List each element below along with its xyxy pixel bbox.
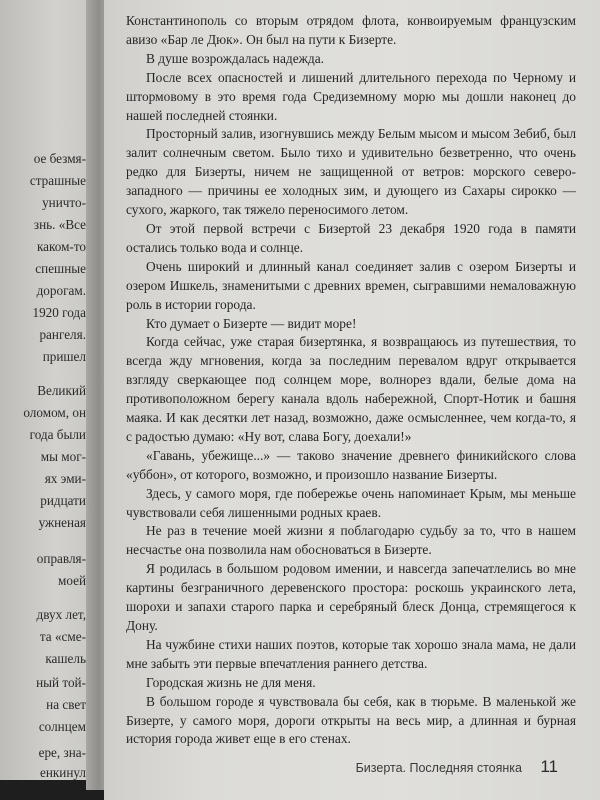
left-page-line: каком-то — [36, 239, 86, 254]
left-page-line: ридцати — [40, 493, 86, 508]
left-page-line: спешные — [35, 261, 86, 276]
left-page-line: пришел — [42, 349, 86, 364]
left-page-line: дорогам. — [36, 283, 86, 298]
left-page-line: мы мог- — [40, 449, 86, 464]
paragraph: Просторный залив, изогнувшись между Белым мысом и мысом Зебиб, был залит солнечным светом. Было тихо и удивительно безветренно, что очень редко для Бизерты, ничем не защищенной от ветров: морского северо-западного — причины ее холодных зим, и дующего из Сахары сирокко — сухого, жаркого, так тяжело переносимого летом. — [126, 126, 576, 218]
paragraph: Когда сейчас, уже старая бизертянка, я возвращаюсь из путешествия, то всегда жду мгновения, когда за последним перевалом вдруг открывается взгляду сверкающее под солнцем море, волнорез вдали, белые дома на противоположном берегу канала вдоль набережной, Спорт-Нотик и башня маяка. И как десятки лет назад, возможно, даже осмысленнее, чем когда-то, я с радостью думаю: «Ну вот, слава Богу, доехали!» — [126, 334, 576, 444]
left-page-line: рангеля. — [39, 327, 86, 342]
left-page-line: та «сме- — [39, 629, 86, 644]
left-page-line: солнцем — [38, 719, 86, 734]
paragraph: «Гавань, убежище...» — таково значение древнего финикийского слова «уббон», от которого, возможно, и произошло название Бизерты. — [126, 447, 576, 482]
body-text — [126, 12, 576, 749]
left-page-line: года были — [29, 427, 86, 442]
paragraph: В большом городе я чувствовала бы себя, как в тюрьме. В маленькой же Бизерте, у самого моря, дороги открыты на весь мир, а длинная и бурная история города живет еще в его стенах. — [126, 693, 576, 747]
paragraph: Константинополь со вторым отрядом флота, конвоируемым французским авизо «Бар ле Дюк». Он был на пути к Бизерте. — [126, 13, 576, 47]
paragraph: От этой первой встречи с Бизертой 23 декабря 1920 года в памяти остались только вода и солнце. — [126, 220, 576, 255]
left-page-line: оправля- — [36, 551, 86, 566]
paragraph: После всех опасностей и лишений длительного перехода по Черному и штормовому в это время года Средиземному морю мы дошли наконец до нашей последней стоянки. — [126, 69, 576, 123]
paragraph: Я родилась в большом родовом имении, и навсегда запечатлелись во мне картины безграничного деревенского простора: роскошь украинского лета, шорохи и запахи старого парка и серебряный блеск Донца, стремящегося к Дону. — [126, 561, 576, 633]
page-footer — [104, 757, 600, 781]
right-page — [104, 0, 600, 800]
left-page-line: 1920 года — [32, 305, 86, 320]
left-page-line: ный той- — [36, 675, 86, 690]
paragraph: В душе возрождалась надежда. — [146, 50, 325, 66]
left-page-line: на свет — [46, 697, 86, 712]
page-number: 11 — [540, 757, 558, 776]
left-page-line: страшные — [29, 173, 86, 188]
left-page-line: енкинул — [39, 765, 86, 780]
left-page-line: моей — [57, 573, 86, 588]
paragraph: На чужбине стихи наших поэтов, которые так хорошо знала мама, не дали мне забыть эти первые впечатления раннего детства. — [126, 636, 576, 671]
paragraph: Городская жизнь не для меня. — [146, 674, 316, 690]
left-page-line: ях эми- — [44, 471, 86, 486]
left-page-line: Великий — [37, 383, 86, 398]
left-page-line: оломом, он — [23, 405, 86, 420]
left-page-line: знь. «Все — [33, 217, 86, 232]
paragraph: Кто думает о Бизерте — видит море! — [146, 315, 357, 331]
paragraph: Очень широкий и длинный канал соединяет залив с озером Бизерты и озером Ишкель, знаменитыми с древних времен, сыгравшими немаловажную роль в истории города. — [126, 258, 576, 312]
paragraph: Здесь, у самого моря, где побережье очень напоминает Крым, мы меньше чувствовали себя лишенными родных краев. — [126, 485, 576, 520]
left-page-line: ое безмя- — [33, 151, 86, 166]
left-page-line: кашель — [45, 651, 86, 666]
left-page-line: ере, зна- — [38, 745, 86, 760]
paragraph: Не раз в течение моей жизни я поблагодарю судьбу за то, что в нашем несчастье она позволила нам обосноваться в Бизерте. — [126, 523, 576, 558]
left-page-line: уничто- — [42, 195, 86, 210]
running-head: Бизерта. Последняя стоянка — [355, 761, 522, 775]
left-page — [0, 0, 93, 780]
left-page-line: ужненая — [38, 515, 86, 530]
left-page-line: двух лет, — [36, 607, 86, 622]
